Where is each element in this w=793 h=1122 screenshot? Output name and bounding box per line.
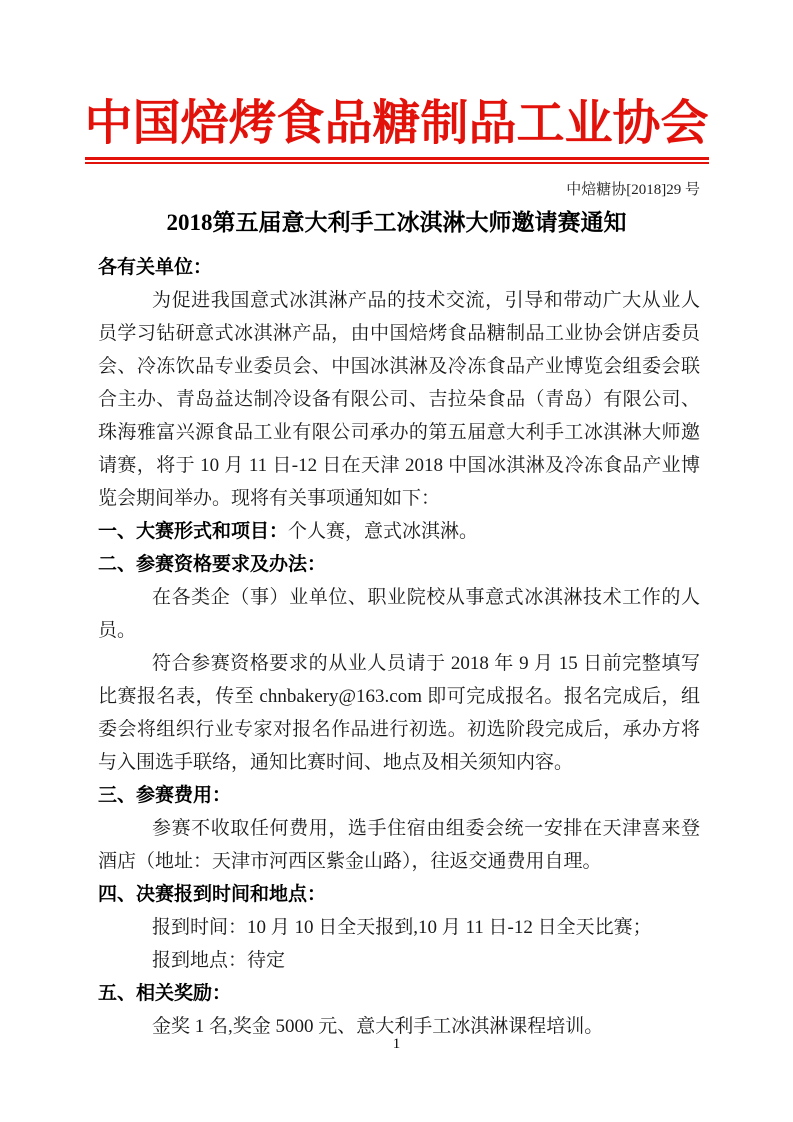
page-number: 1 [392,1036,401,1052]
salutation: 各有关单位： [98,257,213,279]
section-2-paragraph-1: 在各类企（事）业单位、职业院校从事意式冰淇淋技术工作的人员。 [98,587,700,642]
section-2-heading: 二、参赛资格要求及办法： [98,554,327,576]
letterhead-divider [85,157,709,164]
section-4-paragraph-2: 报到地点：待定 [152,950,286,972]
section-2-paragraph-2: 符合参赛资格要求的从业人员请于 2018 年 9 月 15 日前完整填写比赛报名表，传至 chnbakery@163.com 即可完成报名。报名完成后，组委会将组织行业专家对报名作品进行初选。初选阶段完成后，承办方将与入围选手联络，通知比赛时间、地点及相关须知内容。 [98,653,700,774]
section-4-heading: 四、决赛报到时间和地点： [98,884,327,906]
notice-body [0,251,793,1043]
letterhead [0,0,793,199]
section-4-paragraph-1: 报到时间：10 月 10 日全天报到,10 月 11 日-12 日全天比赛； [152,917,652,939]
section-5-paragraph-1: 金奖 1 名,奖金 5000 元、意大利手工冰淇淋课程培训。 [152,1016,604,1038]
doc-number: 中焙糖协[2018]29 号 [566,181,700,198]
section-1-heading: 一、大赛形式和项目： [98,521,289,543]
org-name: 中国焙烤食品糖制品工业协会 [84,97,709,150]
section-1-inline-text: 个人赛，意式冰淇淋。 [288,521,479,543]
intro-paragraph: 为促进我国意式冰淇淋产品的技术交流，引导和带动广大从业人员学习钻研意式冰淇淋产品，由中国焙烤食品糖制品工业协会饼店委员会、冷冻饮品专业委员会、中国冰淇淋及冷冻食品产业博览会组委会联合主办、青岛益达制冷设备有限公司、吉拉朵食品（青岛）有限公司、珠海雅富兴源食品工业有限公司承办的第五届意大利手工冰淇淋大师邀请赛，将于 10 月 11 日-12 日在天津 2018 中国冰淇淋及冷冻食品产业博览会期间举办。现将有关事项通知如下： [98,290,700,510]
notice-title: 2018第五届意大利手工冰淇淋大师邀请赛通知 [166,209,627,235]
section-5-heading: 五、相关奖励： [98,983,232,1005]
section-1-heading-line [98,515,700,548]
section-3-paragraph-1: 参赛不收取任何费用，选手住宿由组委会统一安排在天津喜来登酒店（地址：天津市河西区紫金山路），往返交通费用自理。 [98,818,700,873]
section-3-heading: 三、参赛费用： [98,785,232,807]
